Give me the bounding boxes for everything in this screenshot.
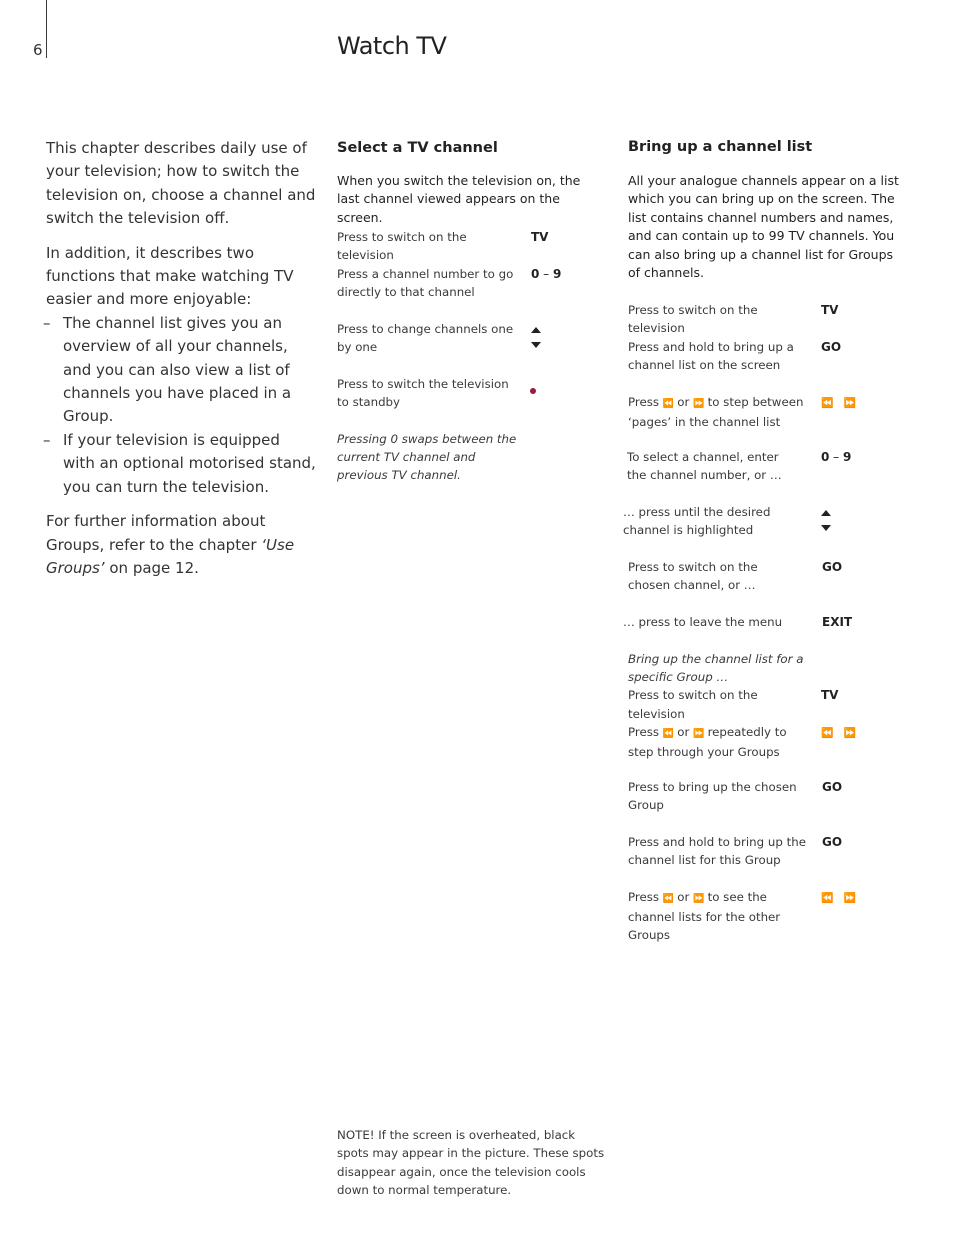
intro-paragraph	[46, 510, 316, 580]
instruction-row	[628, 558, 908, 594]
instruction-label: Press ⏪ or ⏩ repeatedly to step through your Groups	[628, 725, 787, 760]
instruction-row	[337, 320, 607, 356]
up-down-arrows-icon	[821, 510, 831, 531]
page-number: 6	[33, 41, 43, 59]
intro-text-part: For further information about Groups, refer to the chapter	[46, 512, 266, 554]
instruction-label: Press a channel number to go directly to that channel	[337, 267, 514, 300]
bullet-text: The channel list gives you an overview of all your channels, and you can also view a list of channels you have placed in a Group.	[63, 313, 292, 426]
arrow-up-icon	[531, 327, 541, 333]
fast-forward-icon: ⏩	[693, 894, 702, 904]
key-go: GO	[822, 780, 843, 794]
rewind-icon: ⏪	[662, 729, 672, 739]
instruction-row	[628, 833, 908, 869]
key-go: GO	[821, 340, 842, 354]
key-exit: EXIT	[822, 615, 853, 629]
instruction-label: … press to leave the menu	[623, 615, 783, 629]
key-tv: TV	[821, 688, 839, 702]
list-item	[43, 429, 316, 499]
key-go: GO	[822, 835, 843, 849]
channel-list-lead: All your analogue channels appear on a list which you can bring up on the screen. The list contains channel numbers and names, and can contain up to 99 TV channels. You can also bring up a channel list for Groups of channels.	[628, 173, 899, 281]
key-tv: TV	[821, 303, 839, 317]
intro-text-part: on page 12.	[104, 558, 199, 577]
instruction-label: Press to switch on the television	[628, 688, 758, 721]
rewind-icon: ⏪	[662, 399, 672, 409]
key-tv: TV	[531, 230, 549, 244]
standby-button-icon	[530, 388, 536, 394]
overheat-note: NOTE! If the screen is overheated, black spots may appear in the picture. These spots disappear again, once the television cools down to normal temperature.	[337, 1128, 605, 1198]
instruction-label: Press and hold to bring up a channel list on the screen	[628, 340, 794, 373]
step-keys	[821, 393, 854, 413]
instruction-label: Press to switch the television to standby	[337, 377, 509, 410]
fast-forward-icon: ⏩	[693, 399, 702, 409]
rewind-icon: ⏪	[821, 398, 832, 409]
instruction-label: Press ⏪ or ⏩ to see the channel lists for the other Groups	[628, 890, 781, 943]
instruction-row	[628, 723, 908, 761]
instruction-row	[623, 613, 908, 631]
bullet-text: If your television is equipped with an optional motorised stand, you can turn the television.	[63, 430, 316, 496]
instruction-label: Press ⏪ or ⏩ to step between ‘pages’ in the channel list	[628, 395, 804, 430]
instruction-row	[628, 888, 908, 945]
instruction-row	[623, 503, 908, 539]
instruction-row	[628, 650, 908, 723]
arrow-down-icon	[531, 342, 541, 348]
step-keys	[821, 723, 854, 743]
instruction-row	[628, 778, 908, 814]
select-channel-lead: When you switch the television on, the last channel viewed appears on the screen.	[337, 173, 581, 225]
instruction-row	[628, 338, 908, 374]
margin-rule	[46, 0, 47, 58]
instruction-row	[337, 375, 607, 411]
instruction-row	[337, 430, 527, 485]
fast-forward-icon: ⏩	[843, 728, 854, 739]
instruction-row	[337, 228, 607, 264]
instruction-row	[337, 265, 607, 301]
arrow-down-icon	[821, 525, 831, 531]
instruction-label: Press to change channels one by one	[337, 322, 514, 355]
page-title: Watch TV	[337, 32, 447, 60]
select-channel-heading: Select a TV channel	[337, 140, 498, 156]
instruction-row	[628, 393, 908, 431]
instruction-row	[627, 448, 907, 484]
channel-list-heading: Bring up a channel list	[628, 139, 813, 155]
instruction-label: Press and hold to bring up the channel list for this Group	[628, 835, 806, 868]
rewind-icon: ⏪	[662, 894, 672, 904]
rewind-icon: ⏪	[821, 893, 832, 904]
step-keys	[821, 888, 854, 908]
bullet-marker: –	[43, 430, 51, 449]
instruction-label: Press to bring up the chosen Group	[628, 780, 797, 813]
fast-forward-icon: ⏩	[843, 893, 854, 904]
list-item	[43, 312, 316, 429]
italic-note: Pressing 0 swaps between the current TV channel and previous TV channel.	[337, 432, 517, 483]
instruction-label: Press to switch on the television	[337, 230, 467, 263]
instruction-label: Press to switch on the television	[628, 303, 758, 336]
intro-paragraph: This chapter describes daily use of your television; how to switch the television on, choose a channel and switch the television off.	[46, 139, 316, 228]
bullet-marker: –	[43, 313, 51, 332]
key-digits: 0 – 9	[821, 450, 852, 464]
rewind-icon: ⏪	[821, 728, 832, 739]
italic-subheading: Bring up the channel list for a specific Group …	[628, 652, 804, 685]
standby-dot-icon	[530, 381, 536, 399]
instruction-label: To select a channel, enter the channel number, or …	[627, 450, 782, 483]
chapter-reference: ‘Use Groups’	[46, 535, 295, 577]
instruction-label: … press until the desired channel is highlighted	[623, 505, 771, 538]
intro-paragraph: In addition, it describes two functions that make watching TV easier and more enjoyable:	[46, 243, 294, 309]
key-go: GO	[822, 560, 843, 574]
arrow-up-icon	[821, 510, 831, 516]
intro-text	[43, 137, 316, 591]
instruction-row	[628, 301, 908, 337]
fast-forward-icon: ⏩	[693, 729, 702, 739]
instruction-label: Press to switch on the chosen channel, or …	[628, 560, 758, 593]
key-digits: 0 – 9	[531, 267, 562, 281]
up-down-arrows-icon	[531, 327, 541, 348]
intro-bullet-list	[43, 312, 316, 499]
fast-forward-icon: ⏩	[843, 398, 854, 409]
